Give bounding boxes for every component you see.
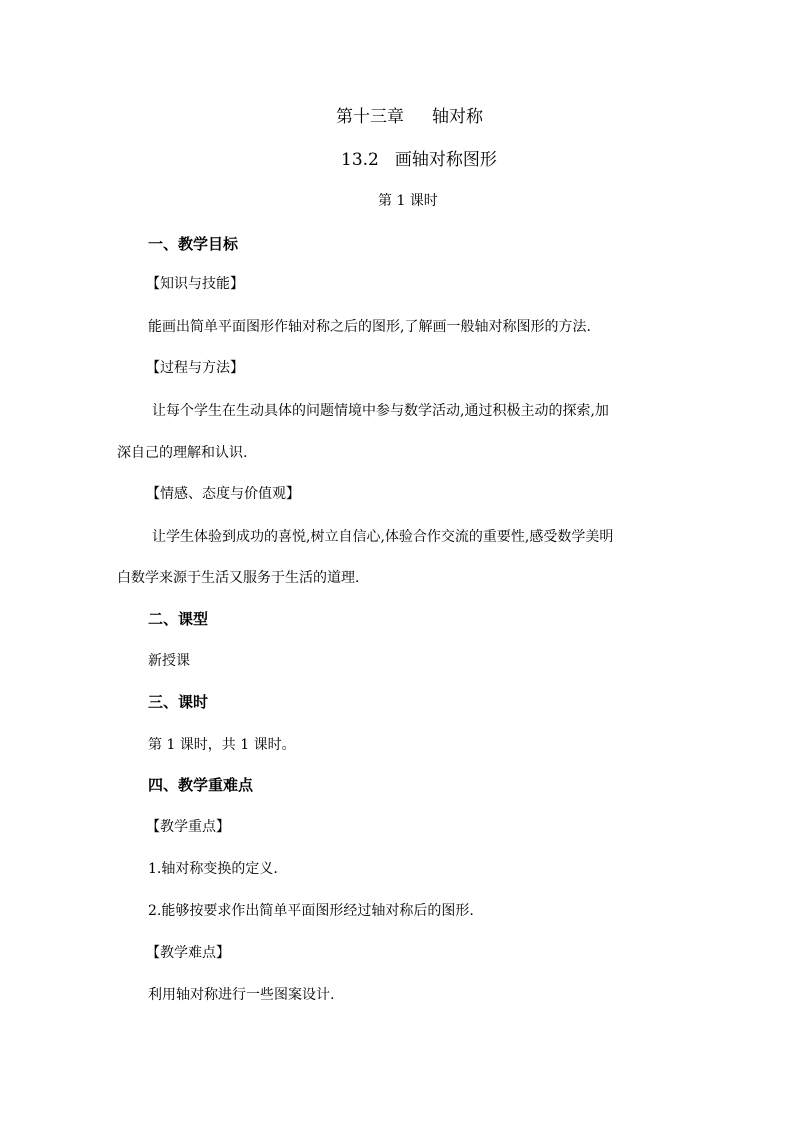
- difficulty-heading: 【教学难点】: [146, 945, 230, 961]
- chapter-heading: [336, 109, 483, 126]
- objectives-heading: 一、教学目标: [148, 235, 239, 253]
- emotion-text-line1: 让学生体验到成功的喜悦,树立自信心,体验合作交流的重要性,感受数学美明: [152, 529, 614, 545]
- periods-text: 第 1 课时，共 1 课时。: [148, 737, 296, 753]
- chapter-title: 轴对称: [432, 107, 483, 127]
- section-heading: [341, 152, 497, 169]
- focus-item-2: 2.能够按要求作出简单平面图形经过轴对称后的图形.: [148, 903, 474, 919]
- section-number: 13.2: [341, 150, 379, 170]
- course-type-heading: 二、课型: [148, 610, 209, 628]
- process-text-line1: 让每个学生在生动具体的问题情境中参与数学活动,通过积极主动的探索,加: [152, 403, 609, 419]
- knowledge-text: 能画出简单平面图形作轴对称之后的图形,了解画一般轴对称图形的方法.: [148, 319, 591, 335]
- process-text-line2: 深自己的理解和认识.: [117, 445, 248, 461]
- focus-item-1: 1.轴对称变换的定义.: [148, 861, 278, 877]
- emotion-heading: 【情感、态度与价值观】: [146, 486, 300, 502]
- key-points-heading: 四、教学重难点: [148, 776, 254, 794]
- chapter-number: 第十三章: [336, 107, 404, 127]
- lesson-label: 第 1 课时: [378, 193, 438, 209]
- emotion-text-line2: 白数学来源于生活又服务于生活的道理.: [117, 570, 360, 586]
- periods-heading: 三、课时: [148, 693, 209, 711]
- course-type-text: 新授课: [148, 653, 190, 669]
- knowledge-heading: 【知识与技能】: [146, 276, 244, 292]
- difficulty-item-1: 利用轴对称进行一些图案设计.: [148, 987, 335, 1003]
- section-title: 画轴对称图形: [394, 150, 497, 170]
- process-heading: 【过程与方法】: [146, 360, 244, 376]
- focus-heading: 【教学重点】: [146, 819, 230, 835]
